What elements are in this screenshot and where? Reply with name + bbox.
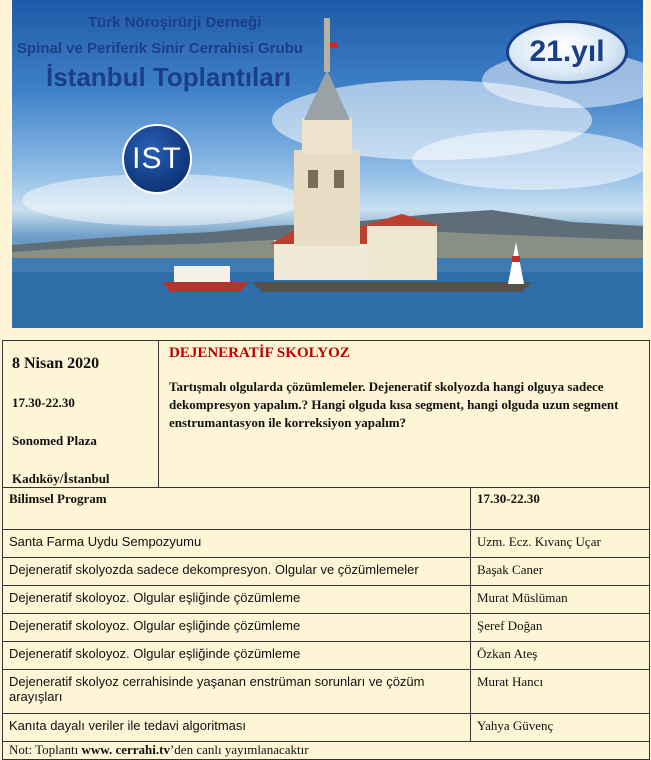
session-title: Dejeneratif skoloyoz. Olgular eşliğinde çözümleme bbox=[3, 642, 471, 670]
ist-logo-text: IST bbox=[132, 142, 182, 175]
note-suffix: ’den canlı yayımlanacaktır bbox=[169, 742, 309, 757]
session-title: Dejeneratif skolyoz cerrahisinde yaşanan enstrüman sorunları ve çözüm arayışları bbox=[3, 670, 471, 714]
table-row bbox=[3, 670, 650, 714]
program-table bbox=[2, 340, 650, 760]
program-header-time: 17.30-22.30 bbox=[471, 488, 650, 530]
program-header-row bbox=[3, 488, 650, 530]
header-banner bbox=[12, 0, 643, 328]
topic-description: Tartışmalı olgularda çözümlemeler. Dejeneratif skolyozda hangi olguya sadece dekompresyon yapalım.? Hangi olguda kısa segment, hangi olguda uzun segment enstrumantasyon ile korreksiyon yapalım? bbox=[169, 379, 619, 430]
broadcast-note bbox=[3, 742, 650, 760]
event-city: Kadıköy/İstanbul bbox=[12, 471, 110, 486]
org-name-line1: Türk Nöroşirürji Derneği bbox=[88, 14, 262, 31]
session-title: Santa Farma Uydu Sempozyumu bbox=[3, 530, 471, 558]
session-speaker: Uzm. Ecz. Kıvanç Uçar bbox=[471, 530, 650, 558]
session-speaker: Başak Caner bbox=[471, 558, 650, 586]
note-prefix: Not: Toplantı bbox=[9, 742, 82, 757]
topic-cell bbox=[159, 341, 650, 488]
program-header-label: Bilimsel Program bbox=[3, 488, 471, 530]
event-venue: Sonomed Plaza bbox=[12, 433, 97, 448]
topic-title: DEJENERATİF SKOLYOZ bbox=[169, 345, 350, 361]
session-speaker: Özkan Ateş bbox=[471, 642, 650, 670]
session-speaker: Murat Müslüman bbox=[471, 586, 650, 614]
session-speaker: Murat Hancı bbox=[471, 670, 650, 714]
anniversary-badge bbox=[506, 20, 628, 84]
event-time: 17.30-22.30 bbox=[12, 395, 75, 410]
broadcast-link[interactable]: www. cerrahi.tv bbox=[81, 742, 170, 757]
org-name-line2: Spinal ve Periferik Sinir Cerrahisi Grubu bbox=[17, 40, 303, 57]
table-row bbox=[3, 614, 650, 642]
table-row bbox=[3, 714, 650, 742]
event-info-cell bbox=[3, 341, 159, 488]
session-speaker: Şeref Doğan bbox=[471, 614, 650, 642]
session-title: Dejeneratif skolyozda sadece dekompresyon. Olgular ve çözümlemeler bbox=[3, 558, 471, 586]
table-row bbox=[3, 586, 650, 614]
event-info-row bbox=[3, 341, 650, 488]
meeting-series-title: İstanbul Toplantıları bbox=[46, 62, 292, 92]
session-title: Dejeneratif skoloyoz. Olgular eşliğinde çözümleme bbox=[3, 614, 471, 642]
event-date: 8 Nisan 2020 bbox=[12, 355, 100, 372]
table-row bbox=[3, 558, 650, 586]
session-speaker: Yahya Güvenç bbox=[471, 714, 650, 742]
note-row bbox=[3, 742, 650, 760]
table-row bbox=[3, 642, 650, 670]
anniversary-badge-text: 21.yıl bbox=[529, 35, 605, 68]
session-title: Dejeneratif skoloyoz. Olgular eşliğinde çözümleme bbox=[3, 586, 471, 614]
ist-logo bbox=[122, 124, 192, 194]
session-title: Kanıta dayalı veriler ile tedavi algoritması bbox=[3, 714, 471, 742]
table-row bbox=[3, 530, 650, 558]
